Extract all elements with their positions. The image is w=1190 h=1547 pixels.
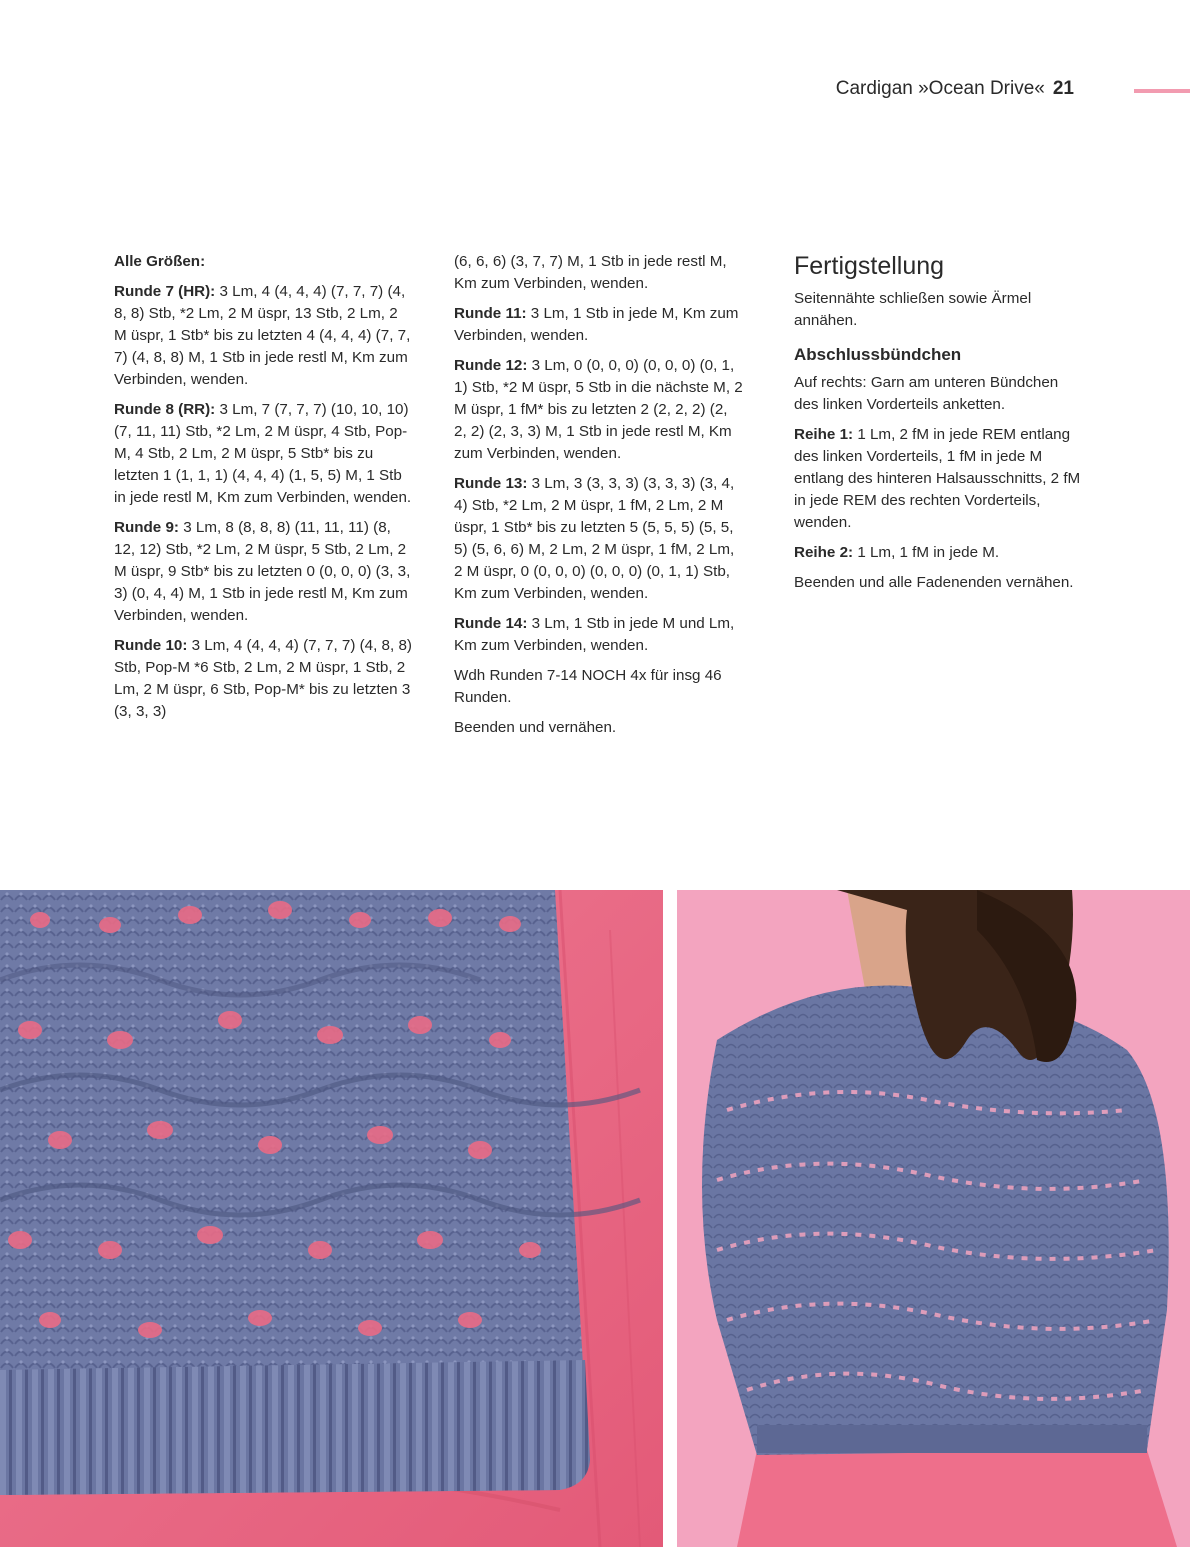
finishing-intro: Seitennähte schließen sowie Ärmel annähen. (794, 290, 1032, 329)
crochet-closeup-photo (0, 890, 663, 1547)
instruction-paragraph: Reihe 2: 1 Lm, 1 fM in jede M. (794, 544, 1000, 561)
instructions-column-1 (114, 251, 414, 731)
instruction-paragraph: Runde 14: 3 Lm, 1 Stb in jede M und Lm, Km zum Verbinden, wenden. (454, 615, 735, 654)
model-back-view-photo (677, 890, 1190, 1547)
instructions-column-2 (454, 251, 744, 747)
instruction-paragraph: Runde 7 (HR): 3 Lm, 4 (4, 4, 4) (7, 7, 7) (4, 8, 8) Stb, *2 Lm, 2 M üspr, 13 Stb, 2 Lm, 2 M üspr, 1 Stb* bis zu letzten 4 (4, 4, 4) (7, 7, 7) (4, 8, 8) M, 1 Stb in jede restl M, Km zum Verbinden, wenden. (114, 283, 411, 388)
instruction-paragraph: (6, 6, 6) (3, 7, 7) M, 1 Stb in jede restl M, Km zum Verbinden, wenden. (454, 253, 727, 292)
page-number: 21 (1052, 78, 1074, 99)
instruction-paragraph: Runde 11: 3 Lm, 1 Stb in jede M, Km zum Verbinden, wenden. (454, 305, 739, 344)
header-accent-bar (1134, 89, 1190, 93)
instruction-paragraph: Reihe 1: 1 Lm, 2 fM in jede REM entlang des linken Vorderteils, 1 fM in jede M entlang des hinteren Halsausschnitts, 2 fM in jede REM des rechten Vorderteils, wenden. (794, 426, 1081, 531)
instruction-paragraph: Runde 9: 3 Lm, 8 (8, 8, 8) (11, 11, 11) (8, 12, 12) Stb, *2 Lm, 2 M üspr, 5 Stb, 2 Lm, 2 M üspr, 9 Stb* bis zu letzten 0 (0, 0, 0) (3, 3, 3) (0, 4, 4) M, 1 Stb in jede restl M, Km zum Verbinden, wenden. (114, 519, 411, 624)
instruction-paragraph: Runde 8 (RR): 3 Lm, 7 (7, 7, 7) (10, 10, 10) (7, 11, 11) Stb, *2 Lm, 2 M üspr, 4 Stb, Pop-M, 4 Stb, 2 Lm, 2 M üspr, 5 Stb* bis zu letzten 1 (1, 1, 1) (4, 4, 4) (1, 5, 5) M, 1 Stb in jede restl M, Km zum Verbinden, wenden. (114, 401, 412, 506)
crochet-closeup-illustration (0, 890, 663, 1547)
ribbing-subheading: Abschlussbündchen (794, 345, 962, 364)
running-title: Cardigan »Ocean Drive« (835, 78, 1045, 99)
instruction-paragraph: Beenden und alle Fadenenden vernähen. (794, 574, 1074, 591)
model-illustration (677, 890, 1190, 1547)
instruction-paragraph: Auf rechts: Garn am unteren Bündchen des linken Vorderteils anketten. (794, 374, 1059, 413)
finishing-title: Fertigstellung (794, 252, 945, 280)
finishing-column (794, 251, 1084, 602)
sizes-heading: Alle Größen: (114, 253, 206, 270)
instruction-paragraph: Runde 13: 3 Lm, 3 (3, 3, 3) (3, 3, 3) (3, 4, 4) Stb, *2 Lm, 2 M üspr, 1 fM, 2 Lm, 2 M üspr, 1 Stb* bis zu letzten 5 (5, 5, 5) (5, 5, 5) (5, 6, 6) M, 2 Lm, 2 M üspr, 1 fM, 2 Lm, 2 M üspr, 0 (0, 0, 0) (0, 0, 0) (0, 1, 1) Stb, Km zum Verbinden, wenden. (454, 475, 735, 602)
running-header (836, 78, 1074, 100)
instruction-paragraph: Wdh Runden 7-14 NOCH 4x für insg 46 Runden. (454, 667, 722, 706)
instruction-paragraph: Runde 12: 3 Lm, 0 (0, 0, 0) (0, 0, 0) (0, 1, 1) Stb, *2 M üspr, 5 Stb in die nächste M, 2 M üspr, 1 fM* bis zu letzten 2 (2, 2, 2) (2, 2, 2) (2, 3, 3) M, 1 Stb in jede restl M, Km zum Verbinden, wenden. (454, 357, 743, 462)
instruction-paragraph: Runde 10: 3 Lm, 4 (4, 4, 4) (7, 7, 7) (4, 8, 8) Stb, Pop-M *6 Stb, 2 Lm, 2 M üspr, 1 Stb, 2 Lm, 2 M üspr, 6 Stb, Pop-M* bis zu letzten 3 (3, 3, 3) (114, 637, 412, 720)
instruction-paragraph: Beenden und vernähen. (454, 719, 617, 736)
